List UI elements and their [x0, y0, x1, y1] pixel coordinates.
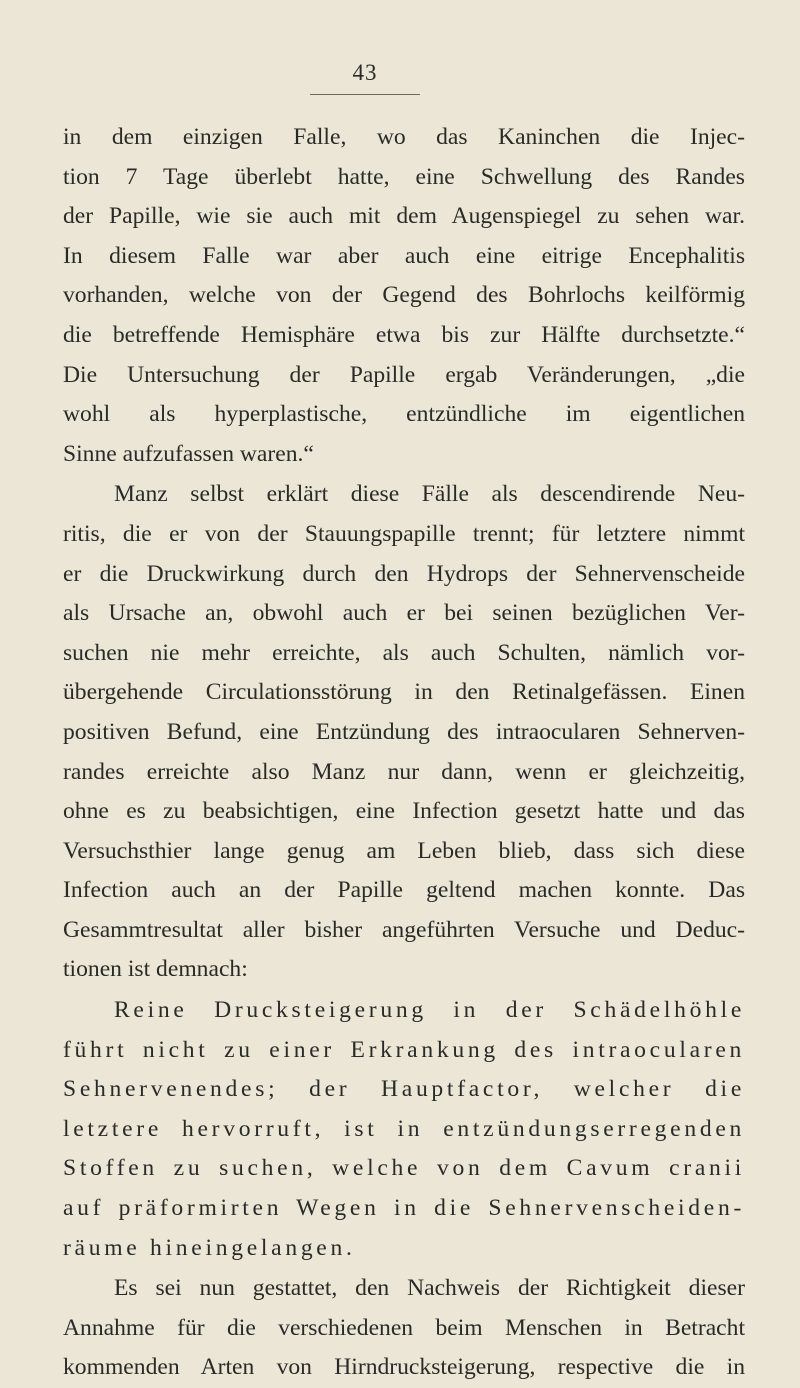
text-line: die betreffende Hemisphäre etwa bis zur Hälfte durchsetzte.“: [63, 321, 745, 348]
text-line: positiven Befund, eine Entzündung des intraocularen Sehnerven-: [63, 718, 745, 745]
text-line: als Ursache an, obwohl auch er bei seinen bezüglichen Ver-: [63, 600, 745, 627]
text-line: suchen nie mehr erreichte, als auch Schulten, nämlich vor-: [63, 639, 745, 666]
text-line: in dem einzigen Falle, wo das Kaninchen die Injec-: [63, 124, 745, 150]
emphasis-line: führt nicht zu einer Erkrankung des intraocularen: [63, 1036, 745, 1063]
text-line: ritis, die er von der Stauungspapille trennt; für letztere nimmt: [63, 520, 745, 547]
text-line: vorhanden, welche von der Gegend des Bohrlochs keilförmig: [63, 282, 745, 309]
text-line: Gesammtresultat aller bisher angeführten Versuche und Deduc-: [63, 916, 745, 943]
text-line: randes erreichte also Manz nur dann, wenn er gleichzeitig,: [63, 758, 745, 785]
text-line: er die Druckwirkung durch den Hydrops der Sehnervenscheide: [63, 560, 745, 587]
body-text: [63, 118, 745, 1388]
emphasis-line: Sehnervenendes; der Hauptfactor, welcher die: [63, 1076, 745, 1103]
text-line: der Papille, wie sie auch mit dem Augenspiegel zu sehen war.: [63, 203, 745, 230]
text-line: übergehende Circulationsstörung in den Retinalgefässen. Einen: [63, 679, 745, 706]
page-number: 43: [352, 60, 378, 85]
page-number-rule: [310, 94, 420, 95]
text-line: Infection auch an der Papille geltend machen konnte. Das: [63, 877, 745, 904]
text-line: Annahme für die verschiedenen beim Menschen in Betracht: [63, 1314, 745, 1341]
text-line: Versuchsthier lange genug am Leben blieb, dass sich diese: [63, 837, 745, 864]
emphasis-line: letztere hervorruft, ist in entzündungserregenden: [63, 1115, 745, 1142]
emphasis-line: Stoffen zu suchen, welche von dem Cavum cranii: [63, 1155, 745, 1182]
text-line: tionen ist demnach:: [63, 956, 248, 983]
text-line: Die Untersuchung der Papille ergab Veränderungen, „die: [63, 361, 745, 388]
emphasis-line: auf präformirten Wegen in die Sehnervenscheiden-: [63, 1195, 745, 1222]
paragraph-start-line: Es sei nun gestattet, den Nachweis der Richtigkeit dieser: [114, 1275, 745, 1302]
text-line: tion 7 Tage überlebt hatte, eine Schwellung des Randes: [63, 163, 745, 190]
text-line: In diesem Falle war aber auch eine eitrige Encephalitis: [63, 242, 745, 269]
text-line: kommenden Arten von Hirndrucksteigerung, respective die in: [63, 1354, 745, 1381]
text-line: ohne es zu beabsichtigen, eine Infection gesetzt hatte und das: [63, 798, 745, 825]
text-line: Sinne aufzufassen waren.“: [63, 440, 314, 467]
paragraph-start-line: Manz selbst erklärt diese Fälle als descendirende Neu-: [114, 481, 745, 508]
emphasis-line: räume hineingelangen.: [63, 1234, 356, 1261]
text-line: wohl als hyperplastische, entzündliche im eigentlichen: [63, 401, 745, 428]
emphasis-line: Reine Drucksteigerung in der Schädelhöhle: [114, 997, 745, 1024]
